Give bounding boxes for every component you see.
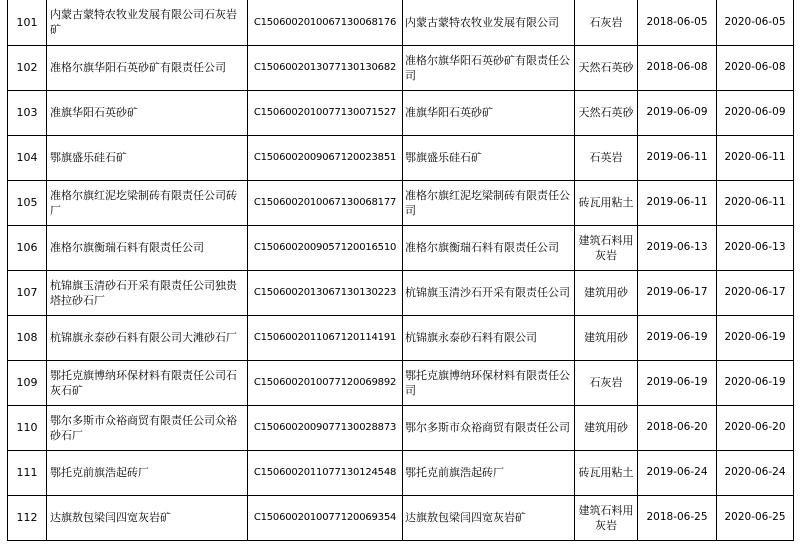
valid-to-cell: 2020-06-20 (717, 405, 794, 450)
table-row (8, 135, 794, 180)
valid-from-cell: 2019-06-13 (638, 225, 717, 270)
valid-to-cell: 2020-06-11 (717, 180, 794, 225)
license-holder-cell: 准格尔旗华阳石英砂矿有限责任公司 (403, 45, 575, 90)
valid-from-cell: 2019-06-19 (638, 315, 717, 360)
row-index-cell: 101 (8, 0, 47, 45)
mineral-type-cell: 建筑石料用灰岩 (575, 495, 638, 540)
license-code-cell: C1506002010077130071527 (248, 90, 403, 135)
row-index-cell: 111 (8, 450, 47, 495)
valid-to-cell: 2020-06-08 (717, 45, 794, 90)
valid-to-cell: 2020-06-19 (717, 315, 794, 360)
valid-to-cell: 2020-06-25 (717, 495, 794, 540)
valid-from-cell: 2019-06-17 (638, 270, 717, 315)
valid-to-cell: 2020-06-17 (717, 270, 794, 315)
mine-name-cell: 杭锦旗永泰砂石料有限公司大滩砂石厂 (47, 315, 248, 360)
mine-name-cell: 内蒙古蒙特农牧业发展有限公司石灰岩矿 (47, 0, 248, 45)
valid-to-cell: 2020-06-13 (717, 225, 794, 270)
mine-name-cell: 准格尔旗衡瑞石料有限责任公司 (47, 225, 248, 270)
valid-from-cell: 2019-06-11 (638, 135, 717, 180)
row-index-cell: 104 (8, 135, 47, 180)
license-code-cell: C1506002009077130028873 (248, 405, 403, 450)
license-code-cell: C1506002011077130124548 (248, 450, 403, 495)
valid-from-cell: 2019-06-09 (638, 90, 717, 135)
license-holder-cell: 准格尔旗衡瑞石料有限责任公司 (403, 225, 575, 270)
valid-to-cell: 2020-06-09 (717, 90, 794, 135)
valid-from-cell: 2019-06-24 (638, 450, 717, 495)
mineral-type-cell: 石灰岩 (575, 0, 638, 45)
mining-license-table (7, 0, 794, 541)
mine-name-cell: 杭锦旗玉清砂石开采有限责任公司独贵塔拉砂石厂 (47, 270, 248, 315)
license-code-cell: C1506002009057120016510 (248, 225, 403, 270)
license-holder-cell: 鄂托克前旗浩起砖厂 (403, 450, 575, 495)
mineral-type-cell: 石英岩 (575, 135, 638, 180)
mine-name-cell: 达旗敖包梁闫四宽灰岩矿 (47, 495, 248, 540)
table-row (8, 450, 794, 495)
mine-name-cell: 鄂旗盛乐硅石矿 (47, 135, 248, 180)
valid-to-cell: 2020-06-24 (717, 450, 794, 495)
valid-to-cell: 2020-06-11 (717, 135, 794, 180)
license-code-cell: C1506002013077130130682 (248, 45, 403, 90)
license-holder-cell: 准旗华阳石英砂矿 (403, 90, 575, 135)
license-holder-cell: 鄂尔多斯市众裕商贸有限责任公司 (403, 405, 575, 450)
row-index-cell: 109 (8, 360, 47, 405)
table-row (8, 405, 794, 450)
license-code-cell: C1506002013067130130223 (248, 270, 403, 315)
mine-name-cell: 准格尔旗红泥圪梁制砖有限责任公司砖厂 (47, 180, 248, 225)
table-row (8, 495, 794, 540)
mineral-type-cell: 建筑石料用灰岩 (575, 225, 638, 270)
mine-name-cell: 鄂尔多斯市众裕商贸有限责任公司众裕砂石厂 (47, 405, 248, 450)
license-holder-cell: 鄂旗盛乐硅石矿 (403, 135, 575, 180)
table-row (8, 225, 794, 270)
valid-from-cell: 2018-06-05 (638, 0, 717, 45)
table-row (8, 180, 794, 225)
mine-name-cell: 准格尔旗华阳石英砂矿有限责任公司 (47, 45, 248, 90)
row-index-cell: 106 (8, 225, 47, 270)
row-index-cell: 105 (8, 180, 47, 225)
valid-from-cell: 2018-06-20 (638, 405, 717, 450)
valid-from-cell: 2019-06-11 (638, 180, 717, 225)
table-row (8, 315, 794, 360)
mine-name-cell: 准旗华阳石英砂矿 (47, 90, 248, 135)
license-code-cell: C1506002011067120114191 (248, 315, 403, 360)
license-code-cell: C1506002010067130068177 (248, 180, 403, 225)
table-row (8, 90, 794, 135)
license-code-cell: C1506002010077120069892 (248, 360, 403, 405)
mineral-type-cell: 天然石英砂 (575, 45, 638, 90)
license-holder-cell: 杭锦旗玉清沙石开采有限责任公司 (403, 270, 575, 315)
mine-name-cell: 鄂托克旗博纳环保材料有限责任公司石灰石矿 (47, 360, 248, 405)
mineral-type-cell: 砖瓦用粘土 (575, 180, 638, 225)
license-code-cell: C1506002010067130068176 (248, 0, 403, 45)
valid-from-cell: 2018-06-08 (638, 45, 717, 90)
table-row (8, 270, 794, 315)
row-index-cell: 107 (8, 270, 47, 315)
license-holder-cell: 达旗敖包梁闫四宽灰岩矿 (403, 495, 575, 540)
mineral-type-cell: 建筑用砂 (575, 270, 638, 315)
mine-name-cell: 鄂托克前旗浩起砖厂 (47, 450, 248, 495)
row-index-cell: 110 (8, 405, 47, 450)
mineral-type-cell: 石灰岩 (575, 360, 638, 405)
valid-to-cell: 2020-06-19 (717, 360, 794, 405)
mineral-type-cell: 建筑用砂 (575, 315, 638, 360)
license-holder-cell: 杭锦旗永泰砂石料有限公司 (403, 315, 575, 360)
row-index-cell: 102 (8, 45, 47, 90)
license-code-cell: C1506002009067120023851 (248, 135, 403, 180)
valid-from-cell: 2018-06-25 (638, 495, 717, 540)
valid-from-cell: 2019-06-19 (638, 360, 717, 405)
row-index-cell: 112 (8, 495, 47, 540)
license-code-cell: C1506002010077120069354 (248, 495, 403, 540)
mineral-type-cell: 建筑用砂 (575, 405, 638, 450)
table-body (8, 0, 794, 540)
row-index-cell: 108 (8, 315, 47, 360)
table-row (8, 45, 794, 90)
license-holder-cell: 内蒙古蒙特农牧业发展有限公司 (403, 0, 575, 45)
license-holder-cell: 准格尔旗红泥圪梁制砖有限责任公司 (403, 180, 575, 225)
valid-to-cell: 2020-06-05 (717, 0, 794, 45)
table-row (8, 360, 794, 405)
mineral-type-cell: 砖瓦用粘土 (575, 450, 638, 495)
table-row (8, 0, 794, 45)
row-index-cell: 103 (8, 90, 47, 135)
mineral-type-cell: 天然石英砂 (575, 90, 638, 135)
license-holder-cell: 鄂托克旗博纳环保材料有限责任公司 (403, 360, 575, 405)
